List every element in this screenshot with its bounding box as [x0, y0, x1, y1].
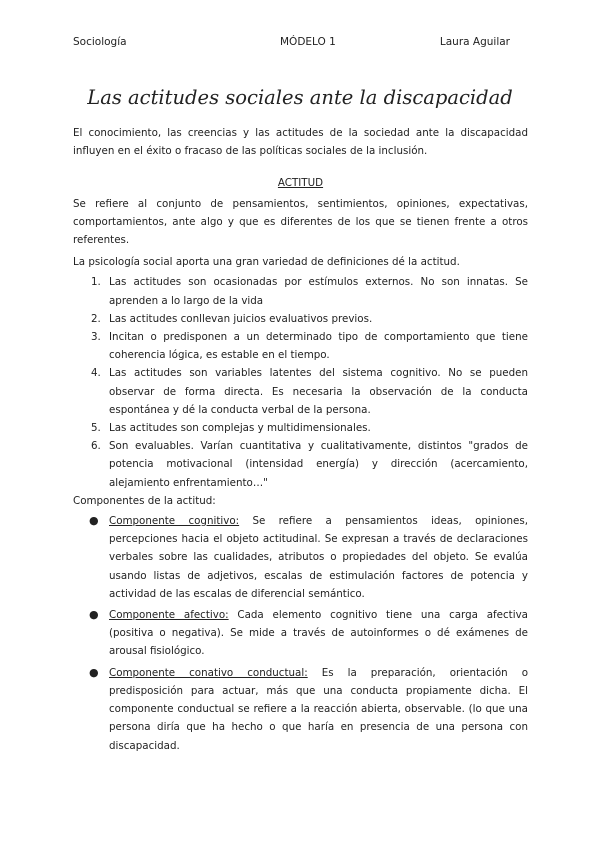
list-number: 2. [91, 312, 101, 325]
definition-paragraph: Se refiere al conjunto de pensamientos, sentimientos, opiniones, expectativas, comportamientos, ante algo y que es diferentes de los que se tienen frente a otros referentes. [73, 197, 528, 247]
numbered-list [73, 273, 528, 491]
component-item [89, 664, 529, 755]
list-item-text: Las actitudes son ocasionadas por estímulos externos. No son innatas. Se aprenden a lo largo de la vida [109, 276, 528, 307]
components-heading: Componentes de la actitud: [73, 494, 216, 507]
component-item [89, 606, 528, 661]
bullet-icon: ● [89, 608, 99, 622]
header-author: Laura Aguilar [439, 36, 510, 48]
list-item-text: Las actitudes son variables latentes del sistema cognitivo. No se pueden observar de forma directa. Es necesaria la observación de la conducta espontánea y dé la conducta verbal de la persona. [109, 367, 528, 416]
component-term: Componente afectivo: [109, 609, 229, 622]
header-model: MÓDELO 1 [280, 36, 336, 48]
list-item-text: Las actitudes son complejas y multidimensionales. [109, 422, 371, 435]
section-heading: ACTITUD [277, 177, 324, 190]
bullet-icon: ● [89, 665, 99, 679]
component-text: Cada elemento cognitivo tiene una carga afectiva (positiva o negativa). Se mide a través de autoinformes o dé exámenes de arousal fisiológico. [109, 609, 528, 658]
document-title: Las actitudes sociales ante la discapacidad [87, 86, 513, 109]
list-item [91, 273, 528, 309]
component-text: Se refiere a pensamientos ideas, opiniones, percepciones hacia el objeto actitudinal. Se expresan a través de declaraciones verbales sobre las cualidades, atributos o propiedades del objeto. Se evalúa usando listas de adjetivos, escalas de estimulación factores de potencia y actividad de las escalas de diferencial semántico. [109, 515, 528, 600]
list-item-text: Incitan o predisponen a un determinado tipo de comportamiento que tiene coherencia lógica, es estable en el tiempo. [109, 331, 528, 362]
list-number: 1. [91, 276, 101, 289]
document-body [73, 124, 528, 758]
list-number: 3. [91, 331, 101, 344]
component-item [89, 512, 528, 603]
list-item [91, 364, 528, 419]
lead-paragraph: La psicología social aporta una gran variedad de definiciones dé la actitud. [73, 256, 460, 269]
list-item [91, 437, 528, 492]
list-item-text: Son evaluables. Varían cuantitativa y cualitativamente, distintos "grados de potencia motivacional (intensidad energía) y dirección (acercamiento, alejamiento enfrentamiento…" [109, 440, 528, 489]
component-text: Es la preparación, orientación o predisposición para actuar, más que una conducta propiamente dicha. El componente conductual se refiere a la reacción abierta, observable. (lo que una persona diría que ha hecho o que haría en presencia de una persona con discapacidad. [109, 666, 529, 752]
header-subject: Sociología [73, 36, 127, 48]
component-term: Componente conativo conductual: [109, 666, 308, 679]
list-item [91, 419, 528, 437]
intro-paragraph: El conocimiento, las creencias y las actitudes de la sociedad ante la discapacidad influyen en el éxito o fracaso de las políticas sociales de la inclusión. [73, 127, 528, 158]
list-item-text: Las actitudes conllevan juicios evaluativos previos. [109, 312, 373, 325]
page-header [73, 36, 527, 50]
list-item [91, 310, 528, 328]
list-number: 4. [91, 367, 101, 380]
list-item [91, 328, 528, 364]
list-number: 6. [91, 440, 101, 453]
list-number: 5. [91, 422, 101, 435]
components-list [73, 512, 528, 755]
bullet-icon: ● [89, 514, 99, 528]
component-term: Componente cognitivo: [109, 515, 240, 528]
